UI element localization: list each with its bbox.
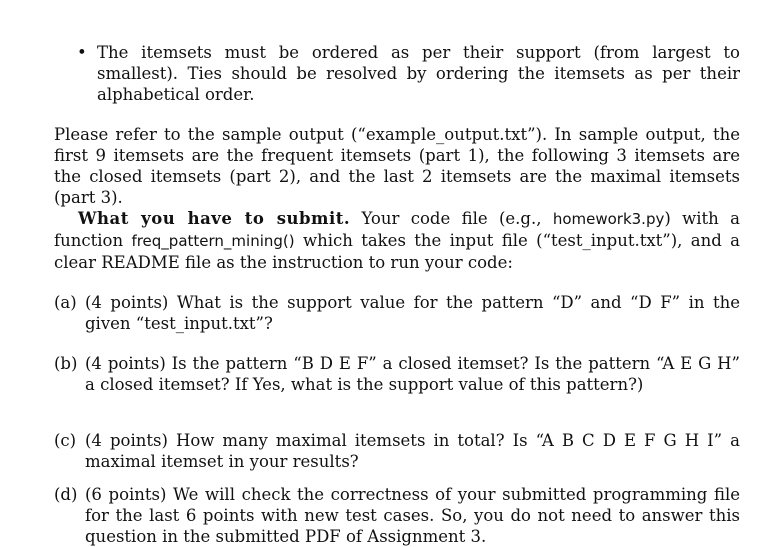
bullet-mark: • [77, 43, 87, 62]
ordering-rule-bullet [77, 42, 740, 105]
submission-paragraph [54, 208, 740, 273]
question-a-text: (4 points) What is the support value for the pattern “D” and “D F” in the given “test_input.txt”? [85, 293, 740, 333]
question-c-text: (4 points) How many maximal itemsets in total? Is “A B C D E F G H I” a maximal itemset in your results? [85, 431, 740, 471]
question-d-label: (d) [54, 485, 78, 504]
sample-output-paragraph: Please refer to the sample output (“example_output.txt”). In sample output, the first 9 itemsets are the frequent itemsets (part 1), the following 3 itemsets are the closed itemsets (part 2), and the last 2 itemsets are the maximal itemsets (part 3). [54, 125, 740, 207]
submission-text-1: Your code file (e.g., [350, 209, 553, 228]
question-a-label: (a) [54, 293, 77, 312]
function-name: freq_pattern_mining() [131, 232, 295, 250]
question-list [54, 292, 740, 547]
question-a [54, 292, 740, 334]
submission-text-2: ) with a function [54, 209, 740, 250]
question-b-text: (4 points) Is the pattern “B D E F” a closed itemset? Is the pattern “A E G H” a closed itemset? If Yes, what is the support value of this pattern?) [85, 354, 740, 394]
question-d-text: (6 points) We will check the correctness of your submitted programming file for the last 6 points with new test cases. So, you do not need to answer this question in the submitted PDF of Assignment 3. [85, 485, 740, 546]
question-b [54, 353, 740, 395]
code-file-name: homework3.py [552, 210, 665, 228]
question-d [54, 484, 740, 547]
question-c [54, 430, 740, 472]
submission-text-3: which takes the input file (“test_input.txt”), and a clear README file as the instruction to run your code: [54, 231, 740, 272]
question-c-label: (c) [54, 431, 77, 450]
question-b-label: (b) [54, 354, 78, 373]
document-page [54, 42, 740, 547]
submission-heading: What you have to submit. [78, 209, 351, 228]
ordering-rule-text: The itemsets must be ordered as per their support (from largest to smallest). Ties should be resolved by ordering the itemsets as per their alphabetical order. [97, 43, 740, 104]
